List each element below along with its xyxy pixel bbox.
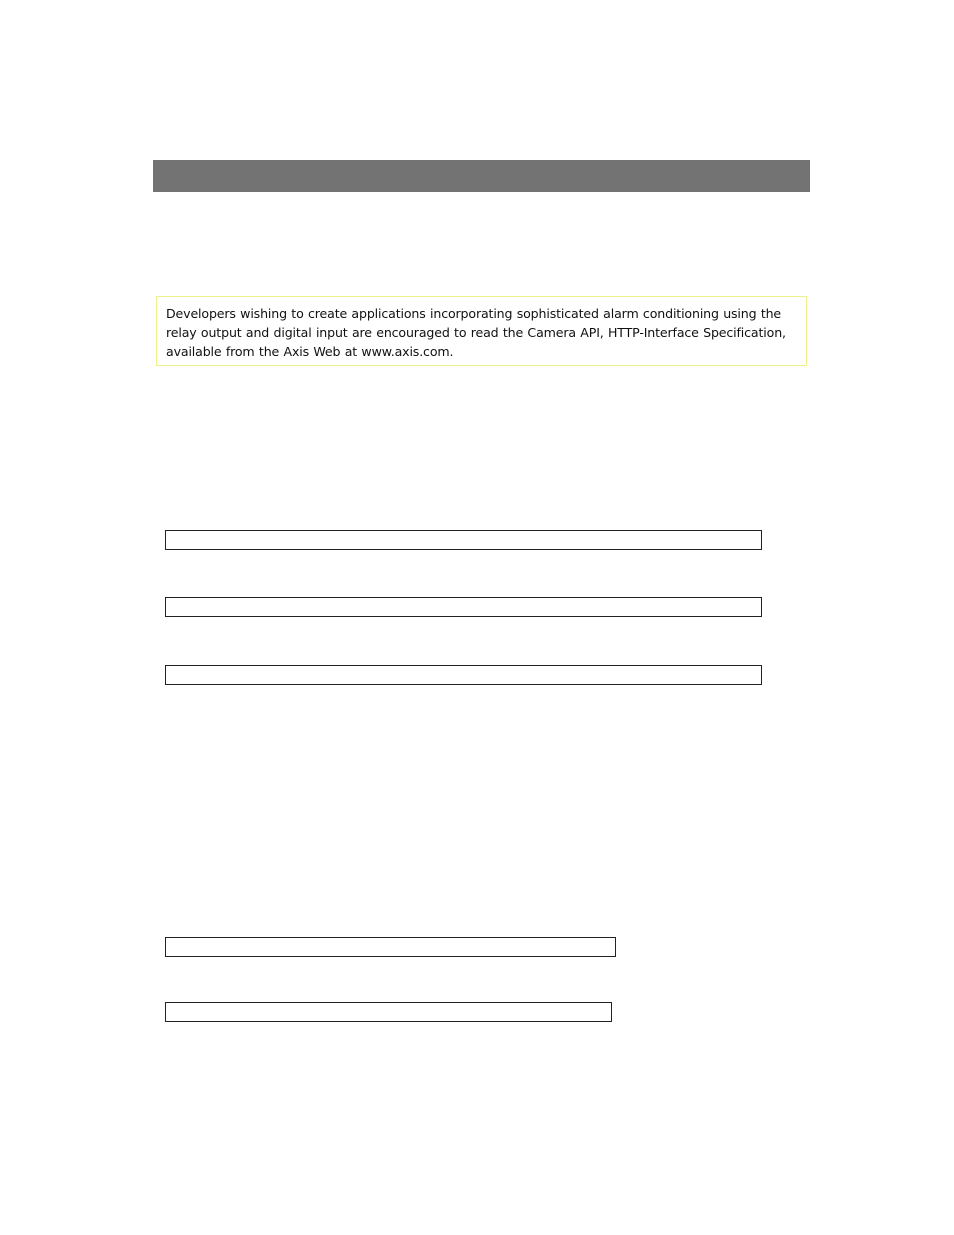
code-box-1: [165, 530, 762, 550]
code-box-5: [165, 1002, 612, 1022]
developer-note-box: [156, 296, 807, 366]
developer-note-text: Developers wishing to create applications incorporating sophisticated alarm conditioning using the relay output and digital input are encouraged to read the Camera API, HTTP-Interface Specification, available from the Axis Web at www.axis.com.: [166, 306, 786, 359]
code-box-4: [165, 937, 616, 957]
code-box-3: [165, 665, 762, 685]
section-header-bar: [153, 160, 810, 192]
code-box-2: [165, 597, 762, 617]
